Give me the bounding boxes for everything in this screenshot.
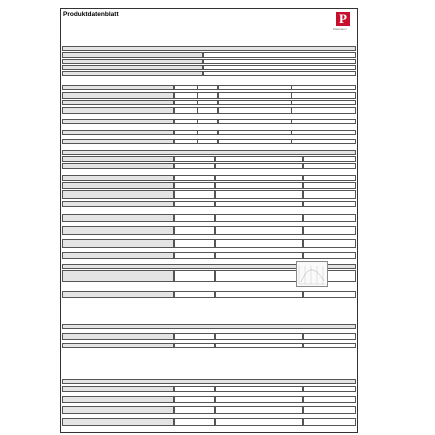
field-value [291,100,356,105]
field-label [62,163,174,169]
sheet-title: Produktdatenblatt [63,11,119,18]
field-value [215,270,303,282]
brand-logo [336,12,350,26]
field-value [303,343,356,348]
field-label [62,92,174,99]
field-label [62,65,203,70]
field-value [215,226,303,235]
field-label [62,252,174,259]
section-header [62,150,356,155]
field-value [174,418,215,426]
field-value [215,156,303,162]
field-value [218,107,292,114]
field-value [174,343,215,348]
brand-logo-letter: P [339,11,347,26]
field-value [215,175,303,181]
field-value [174,190,215,199]
field-label [62,291,174,298]
field-value [303,214,356,222]
field-label [62,333,174,340]
field-value [174,406,215,414]
field-value [197,92,218,99]
field-value [218,139,292,144]
field-label [62,201,174,207]
field-value [215,182,303,189]
field-value [215,252,303,259]
field-value [174,119,198,124]
field-label [62,396,174,403]
field-value [291,85,356,90]
field-value [197,107,218,114]
field-value [174,139,198,144]
field-value [174,270,215,282]
field-value [174,226,215,235]
field-value [303,175,356,181]
field-value [174,163,215,169]
field-value [174,201,215,207]
field-value [174,130,198,135]
field-value [174,239,215,248]
field-value [291,107,356,114]
field-value [174,85,198,90]
field-value [215,406,303,414]
field-value [203,65,356,70]
field-value [174,182,215,189]
field-value [303,418,356,426]
field-value [303,190,356,199]
field-label [62,85,174,90]
field-label [62,418,174,426]
field-value [303,163,356,169]
field-label [62,406,174,414]
field-value [174,396,215,403]
field-value [215,214,303,222]
field-label [62,226,174,235]
light-distribution-icon [297,262,327,286]
field-value [303,239,356,248]
field-label [62,52,203,58]
field-value [303,406,356,414]
field-value [303,201,356,207]
field-value [215,190,303,199]
field-label [62,343,174,348]
field-value [174,386,215,392]
field-value [291,139,356,144]
field-value [303,396,356,403]
field-label [62,214,174,222]
brand-name: Paulmann [333,27,347,31]
field-value [303,291,356,298]
field-value [197,119,218,124]
field-label [62,386,174,392]
field-label [62,107,174,114]
field-value [218,119,292,124]
field-label [62,239,174,248]
field-value [215,396,303,403]
field-value [197,130,218,135]
field-label [62,190,174,199]
field-value [215,418,303,426]
section-header [62,324,356,329]
field-value [215,163,303,169]
field-value [215,239,303,248]
field-value [303,156,356,162]
field-label [62,100,174,105]
field-label [62,175,174,181]
field-value [215,333,303,340]
field-value [303,226,356,235]
field-label [62,139,174,144]
section-header [62,379,356,384]
field-label [62,71,203,76]
field-value [303,252,356,259]
field-value [291,119,356,124]
field-value [218,100,292,105]
field-value [174,175,215,181]
light-distribution-diagram [296,261,328,287]
field-value [218,130,292,135]
field-value [174,252,215,259]
field-value [303,182,356,189]
field-value [174,100,198,105]
field-value [303,333,356,340]
field-value [174,333,215,340]
field-value [291,130,356,135]
field-value [197,85,218,90]
field-value [174,214,215,222]
field-label [62,119,174,124]
field-value [215,386,303,392]
field-value [303,386,356,392]
field-value [218,85,292,90]
field-value [197,100,218,105]
field-value [203,59,356,64]
field-label [62,59,203,64]
field-label [62,182,174,189]
field-label [62,130,174,135]
field-value [215,291,303,298]
field-value [203,52,356,58]
section-header [62,46,356,51]
field-value [174,107,198,114]
field-value [174,156,215,162]
field-label [62,270,174,282]
field-value [174,291,215,298]
field-value [291,92,356,99]
field-value [218,92,292,99]
field-value [197,139,218,144]
field-value [203,71,356,76]
field-value [215,201,303,207]
field-value [215,343,303,348]
field-value [174,92,198,99]
field-label [62,156,174,162]
